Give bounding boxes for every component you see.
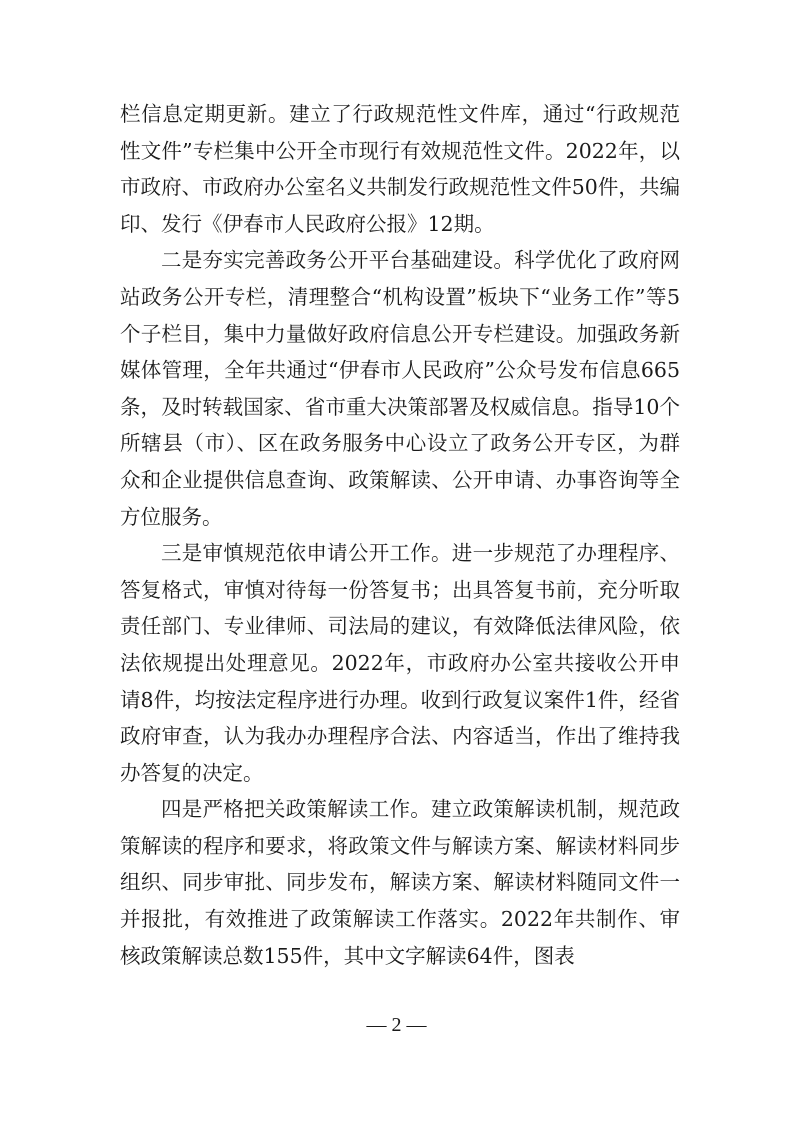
paragraph-2-heading: 二是夯实完善政务公开平台基础建设。 xyxy=(161,248,515,273)
paragraph-2 xyxy=(120,242,680,535)
paragraph-3-heading: 三是审慎规范依申请公开工作。 xyxy=(161,541,452,566)
paragraph-2-text: 科学优化了政府网站政务公开专栏，清理整合“机构设置”板块下“业务工作”等5个子栏目，集中力量做好政府信息公开专栏建设。加强政务新媒体管理，全年共通过“伊春市人民政府”公众号发布信息665条，及时转载国家、省市重大决策部署及权威信息。指导10个所辖县（市）、区在政务服务中心设立了政务公开专区，为群众和企业提供信息查询、政策解读、公开申请、办事咨询等全方位服务。 xyxy=(120,248,681,529)
page-number: — 2 — xyxy=(366,1014,427,1036)
document-body xyxy=(120,96,680,974)
paragraph-1-text: 栏信息定期更新。建立了行政规范性文件库，通过“行政规范性文件”专栏集中公开全市现行有效规范性文件。2022年，以市政府、市政府办公室名义共制发行政规范性文件50件，共编印、发行《伊春市人民政府公报》12期。 xyxy=(120,102,680,236)
paragraph-3-text: 进一步规范了办理程序、答复格式，审慎对待每一份答复书；出具答复书前，充分听取责任部门、专业律师、司法局的建议，有效降低法律风险，依法依规提出处理意见。2022年，市政府办公室共接收公开申请8件，均按法定程序进行办理。收到行政复议案件1件，经省政府审查，认为我办办理程序合法、内容适当，作出了维持我办答复的决定。 xyxy=(120,541,681,785)
paragraph-4-text: 建立政策解读机制，规范政策解读的程序和要求，将政策文件与解读方案、解读材料同步组织、同步审批、同步发布，解读方案、解读材料随同文件一并报批，有效推进了政策解读工作落实。2022年共制作、审核政策解读总数155件，其中文字解读64件，图表 xyxy=(120,797,681,968)
paragraph-1 xyxy=(120,96,680,242)
paragraph-4 xyxy=(120,791,680,974)
paragraph-3 xyxy=(120,535,680,791)
paragraph-4-heading: 四是严格把关政策解读工作。 xyxy=(161,797,432,822)
